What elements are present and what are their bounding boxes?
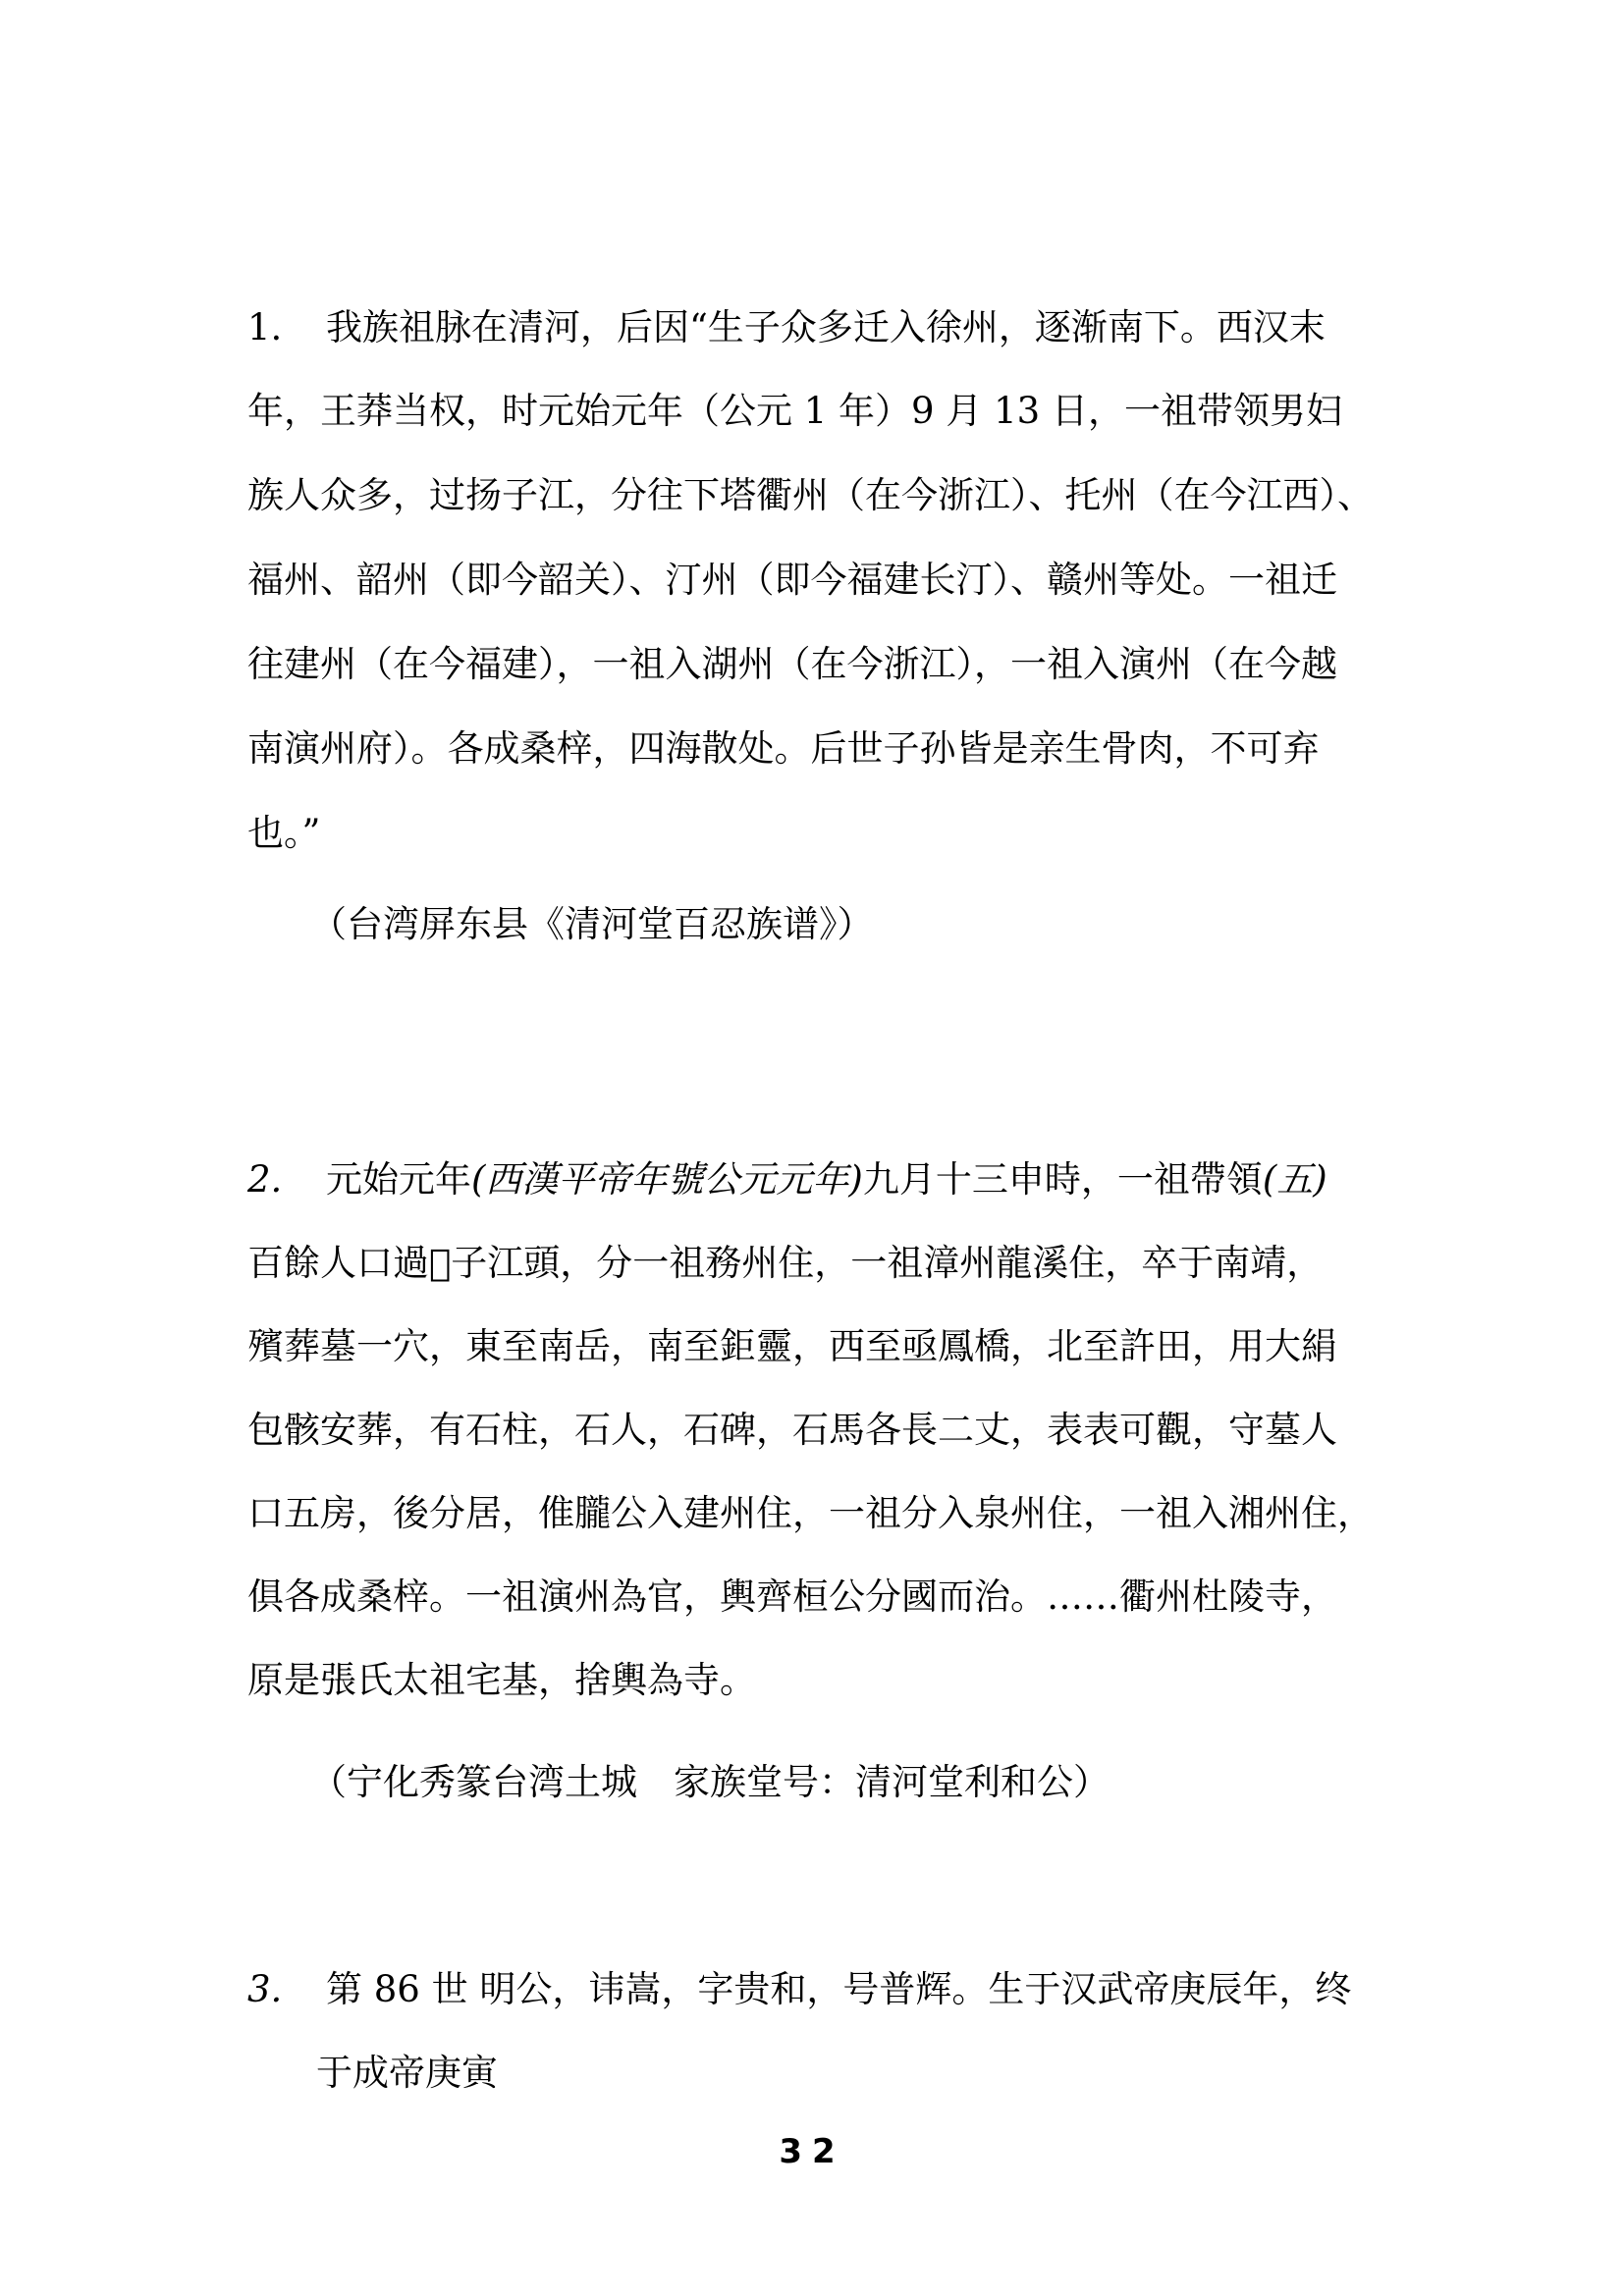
section2-line-3: 殯葬墓一穴，東至南岳，南至鉅靈，西至亟鳳橋，北至許田，用大絹 <box>247 1325 1337 1367</box>
section2-source: （宁化秀篆台湾土城 家族堂号：清河堂利和公） <box>310 1761 1110 1803</box>
section1-number: 1. <box>247 306 283 348</box>
section2-line-5: 口五房，後分居，倠朧公入建州住，一祖分入泉州住，一祖入湘州住， <box>247 1492 1374 1534</box>
section2-line-7: 原是張氏太祖宅基，捨輿為寺。 <box>247 1659 756 1701</box>
section2-text-1b: (西漢平帝年號公元元年) <box>471 1158 863 1201</box>
section3-number: 3. <box>247 1968 283 2010</box>
section3-line-1 <box>247 1968 1386 2011</box>
section1-line-5: 往建州（在今福建），一祖入湖州（在今浙江），一祖入演州（在今越 <box>247 643 1337 685</box>
section2-text-1a: 元始元年 <box>326 1158 471 1201</box>
section3-line-2: 于成帝庚寅 <box>316 2052 498 2094</box>
section1-line-2: 年，王莽当权，时元始元年（公元 1 年）9 月 13 日，一祖带领男妇 <box>247 390 1342 432</box>
section2-line-1 <box>247 1158 1386 1201</box>
section2-text-1c: 九月十三申時，一祖帶領 <box>862 1158 1263 1201</box>
section1-line-4: 福州、韶州（即今韶关）、汀州（即今福建长汀）、赣州等处。一祖迁 <box>247 559 1337 601</box>
section1-line-1 <box>247 306 1386 349</box>
section1-line-6: 南演州府）。各成桑梓，四海散处。后世子孙皆是亲生骨肉，不可弃 <box>247 727 1320 770</box>
section2-line-6: 俱各成桑梓。一祖演州為官，輿齊桓公分國而治。……衢州杜陵寺， <box>247 1575 1337 1618</box>
section2-line-4: 包骸安葬，有石柱，石人，石碑，石馬各長二丈，表表可觀，守墓人 <box>247 1409 1337 1451</box>
section2-line-2: 百餘人口過𣴑子江頭，分一祖務州住，一祖漳州龍溪住，卒于南靖， <box>247 1242 1324 1284</box>
page-number: 32 <box>779 2132 845 2171</box>
section1-source: （台湾屏东县《清河堂百忍族谱》） <box>310 903 874 945</box>
section1-text-1: 我族祖脉在清河，后因“生子众多迁入徐州，逐渐南下。西汉末 <box>326 306 1326 348</box>
section2-text-1d: (五) <box>1262 1158 1327 1201</box>
section1-line-3: 族人众多，过扬子江，分往下塔衢州（在今浙江）、托州（在今江西）、 <box>247 474 1374 516</box>
section1-line-7: 也。” <box>247 812 321 854</box>
section2-number: 2. <box>247 1158 283 1201</box>
section3-text-1: 第 86 世 明公，讳嵩，字贵和，号普辉。生于汉武帝庚辰年，终 <box>326 1968 1352 2010</box>
